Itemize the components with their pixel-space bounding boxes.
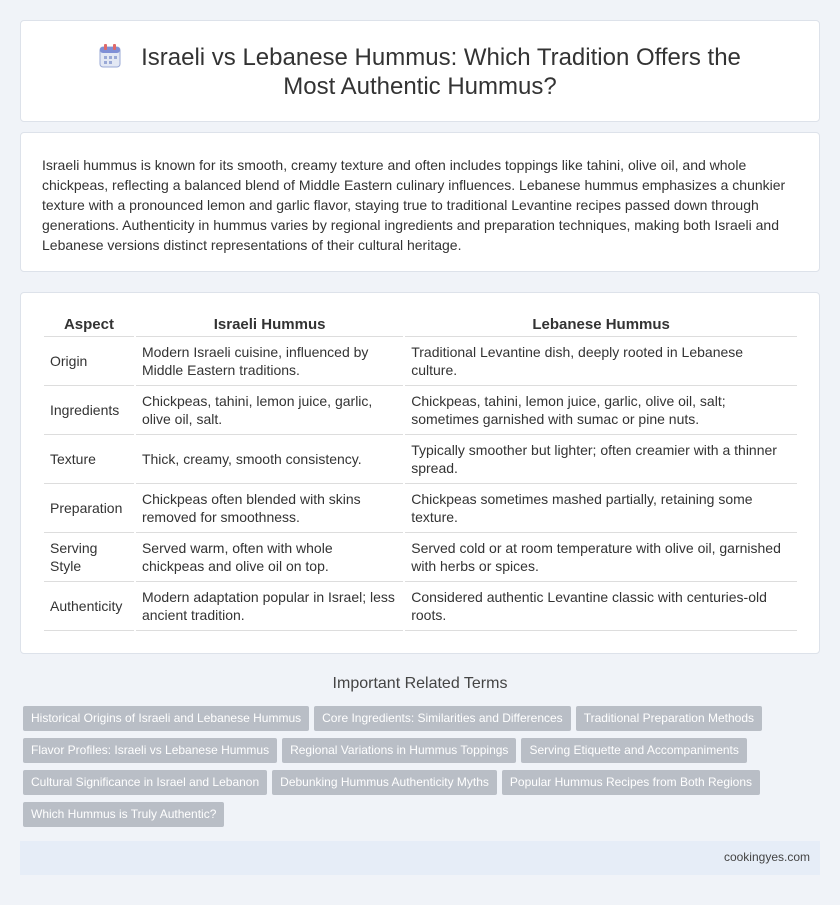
- cell-lebanese: Considered authentic Levantine classic with centuries-old roots.: [405, 582, 797, 631]
- table-row: [44, 435, 797, 484]
- cell-israeli: Modern adaptation popular in Israel; less ancient tradition.: [136, 582, 403, 631]
- cell-aspect: Texture: [44, 435, 134, 484]
- table-row: [44, 533, 797, 582]
- cell-israeli: Modern Israeli cuisine, influenced by Middle Eastern traditions.: [136, 337, 403, 386]
- related-terms-title: Important Related Terms: [332, 675, 508, 692]
- intro-card: [20, 132, 820, 272]
- cell-aspect: Authenticity: [44, 582, 134, 631]
- footer-site[interactable]: cookingyes.com: [723, 850, 810, 864]
- table-row: [44, 484, 797, 533]
- page-title: Israeli vs Lebanese Hummus: Which Tradition Offers the Most Authentic Hummus?: [141, 44, 741, 100]
- related-term-tag[interactable]: Core Ingredients: Similarities and Differences: [314, 706, 571, 731]
- related-term-tag[interactable]: Historical Origins of Israeli and Lebanese Hummus: [23, 706, 309, 731]
- calendar-icon: [99, 44, 121, 68]
- header-israeli: Israeli Hummus: [136, 315, 403, 337]
- table-row: [44, 337, 797, 386]
- related-term-tag[interactable]: Cultural Significance in Israel and Lebanon: [23, 770, 267, 795]
- cell-aspect: Serving Style: [44, 533, 134, 582]
- cell-lebanese: Chickpeas, tahini, lemon juice, garlic, olive oil, salt; sometimes garnished with sumac or pine nuts.: [405, 386, 797, 435]
- cell-lebanese: Typically smoother but lighter; often creamier with a thinner spread.: [405, 435, 797, 484]
- page-title-row: [21, 43, 819, 101]
- table-row: [44, 582, 797, 631]
- related-term-tag[interactable]: Regional Variations in Hummus Toppings: [282, 738, 516, 763]
- related-term-tag[interactable]: Which Hummus is Truly Authentic?: [23, 802, 224, 827]
- header-lebanese: Lebanese Hummus: [405, 315, 797, 337]
- cell-israeli: Chickpeas often blended with skins removed for smoothness.: [136, 484, 403, 533]
- footer: [20, 841, 820, 875]
- header-card: [20, 20, 820, 122]
- related-term-tag[interactable]: Traditional Preparation Methods: [576, 706, 762, 731]
- table-row: [44, 386, 797, 435]
- related-term-tag[interactable]: Flavor Profiles: Israeli vs Lebanese Hummus: [23, 738, 277, 763]
- intro-paragraph: Israeli hummus is known for its smooth, creamy texture and often includes toppings like tahini, olive oil, and whole chickpeas, reflecting a balanced blend of Middle Eastern culinary influences. Lebanese hummus emphasizes a chunkier texture with a pronounced lemon and garlic flavor, staying true to traditional Levantine recipes passed down through generations. Authenticity in hummus varies by regional ingredients and preparation techniques, making both Israeli and Lebanese versions distinct representations of their cultural heritage.: [42, 157, 786, 253]
- cell-aspect: Ingredients: [44, 386, 134, 435]
- related-terms-list: [23, 706, 813, 834]
- cell-israeli: Served warm, often with whole chickpeas and olive oil on top.: [136, 533, 403, 582]
- cell-israeli: Chickpeas, tahini, lemon juice, garlic, olive oil, salt.: [136, 386, 403, 435]
- comparison-table: [42, 315, 799, 631]
- header-aspect: Aspect: [44, 315, 134, 337]
- comparison-table-card: [20, 292, 820, 654]
- cell-aspect: Origin: [44, 337, 134, 386]
- related-term-tag[interactable]: Serving Etiquette and Accompaniments: [521, 738, 746, 763]
- related-term-tag[interactable]: Debunking Hummus Authenticity Myths: [272, 770, 497, 795]
- table-header-row: [44, 315, 797, 337]
- related-term-tag[interactable]: Popular Hummus Recipes from Both Regions: [502, 770, 760, 795]
- cell-lebanese: Served cold or at room temperature with olive oil, garnished with herbs or spices.: [405, 533, 797, 582]
- cell-lebanese: Traditional Levantine dish, deeply rooted in Lebanese culture.: [405, 337, 797, 386]
- cell-aspect: Preparation: [44, 484, 134, 533]
- cell-israeli: Thick, creamy, smooth consistency.: [136, 435, 403, 484]
- cell-lebanese: Chickpeas sometimes mashed partially, retaining some texture.: [405, 484, 797, 533]
